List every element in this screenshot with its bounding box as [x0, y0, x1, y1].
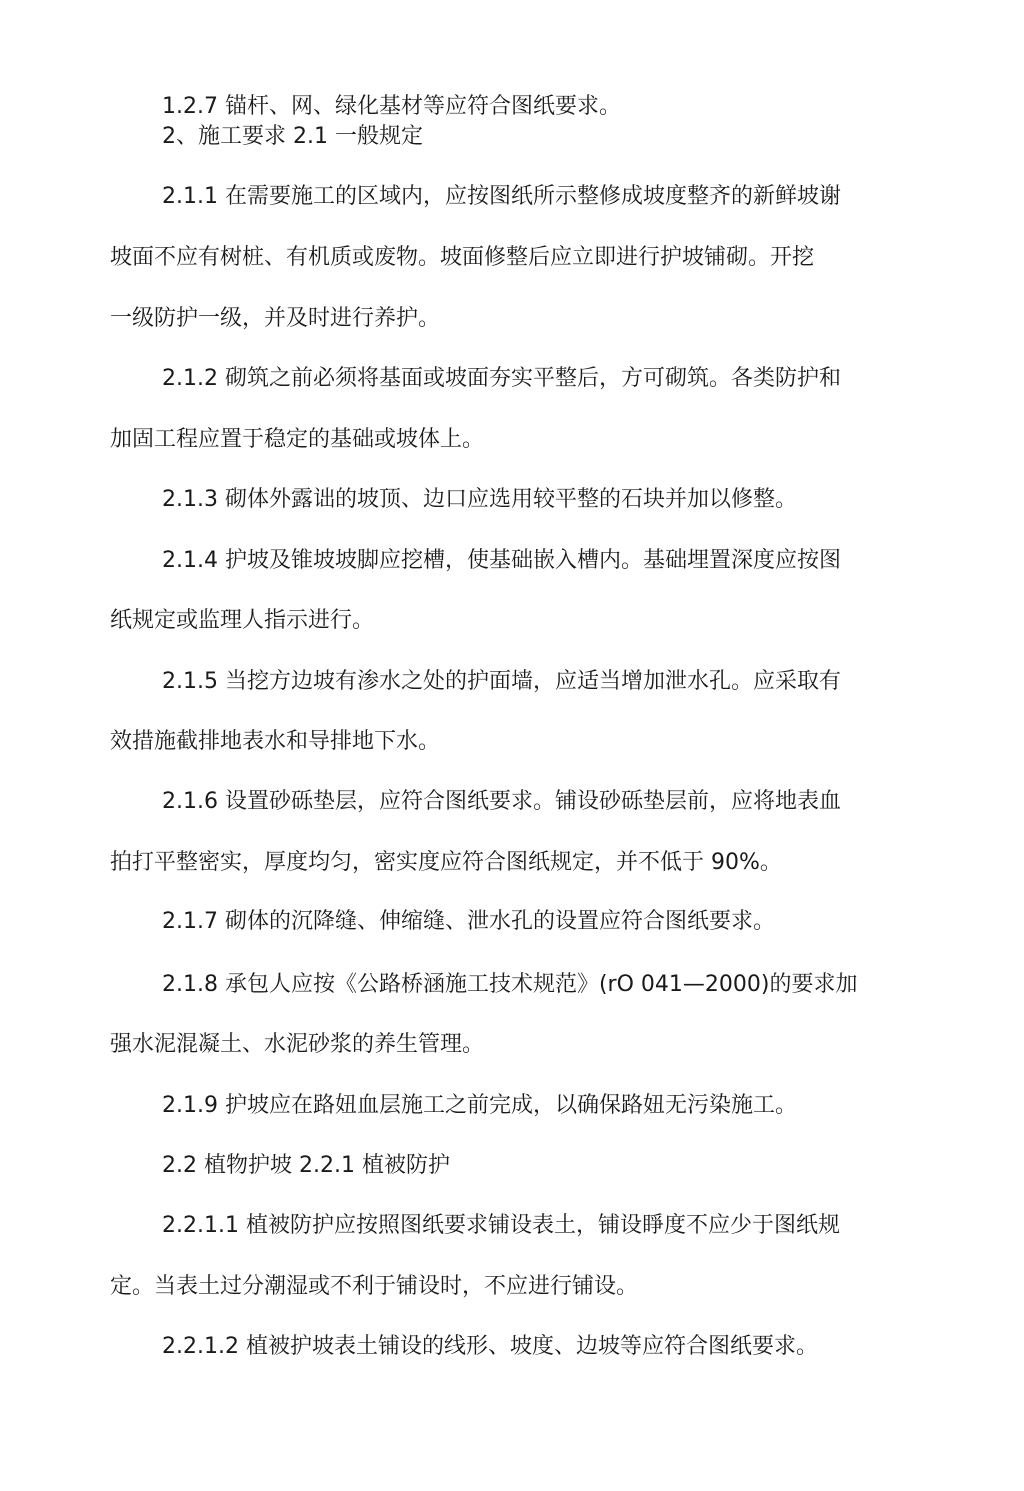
- text-line: 2.1.4 护坡及锥坡坡脚应挖槽，使基础嵌入槽内。基础埋置深度应按图: [162, 548, 841, 573]
- text-line: 2.1.8 承包人应按《公路桥涵施工技术规范》(rO 041—2000)的要求加: [162, 972, 858, 997]
- text-line: 2.2.1.2 植被护坡表土铺设的线形、坡度、边坡等应符合图纸要求。: [162, 1334, 818, 1359]
- text-line: 坡面不应有树桩、有机质或废物。坡面修整后应立即进行护坡铺砌。开挖: [110, 245, 815, 270]
- text-line: 效措施截排地表水和导排地下水。: [110, 729, 441, 754]
- text-line: 定。当表土过分潮湿或不利于铺设时，不应进行铺设。: [110, 1274, 639, 1299]
- text-line: 纸规定或监理人指示进行。: [110, 608, 375, 633]
- text-line: 2.1.2 砌筑之前必须将基面或坡面夯实平整后，方可砌筑。各类防护和: [162, 366, 841, 391]
- text-line: 强水泥混凝土、水泥砂浆的养生管理。: [110, 1032, 485, 1057]
- text-line: 拍打平整密实，厚度均匀，密实度应符合图纸规定，并不低于 90%。: [110, 850, 782, 875]
- text-line: 2.1.9 护坡应在路妞血层施工之前完成，以确保路妞无污染施工。: [162, 1093, 797, 1118]
- text-line: 一级防护一级，并及时进行养护。: [110, 306, 441, 331]
- text-line: 2.1.1 在需要施工的区域内，应按图纸所示整修成坡度整齐的新鲜坡谢: [162, 184, 841, 209]
- text-line: 2.1.7 砌体的沉降缝、伸缩缝、泄水孔的设置应符合图纸要求。: [162, 909, 775, 934]
- text-line: 2.1.5 当挖方边坡有渗水之处的护面墙，应适当增加泄水孔。应采取有: [162, 669, 841, 694]
- text-line: 2.2.1.1 植被防护应按照图纸要求铺设表土，铺设睜度不应少于图纸规: [162, 1213, 840, 1238]
- text-line: 2.2 植物护坡 2.2.1 植被防护: [162, 1153, 450, 1178]
- text-line: 2.1.6 设置砂砾垫层，应符合图纸要求。铺设砂砾垫层前，应将地表血: [162, 789, 841, 814]
- text-line: 2、施工要求 2.1 一般规定: [162, 124, 423, 149]
- text-line: 1.2.7 锚杆、网、绿化基材等应符合图纸要求。: [162, 94, 621, 119]
- text-line: 加固工程应置于稳定的基础或坡体上。: [110, 427, 485, 452]
- text-line: 2.1.3 砌体外露诎的坡顶、边口应选用较平整的石块并加以修整。: [162, 487, 797, 512]
